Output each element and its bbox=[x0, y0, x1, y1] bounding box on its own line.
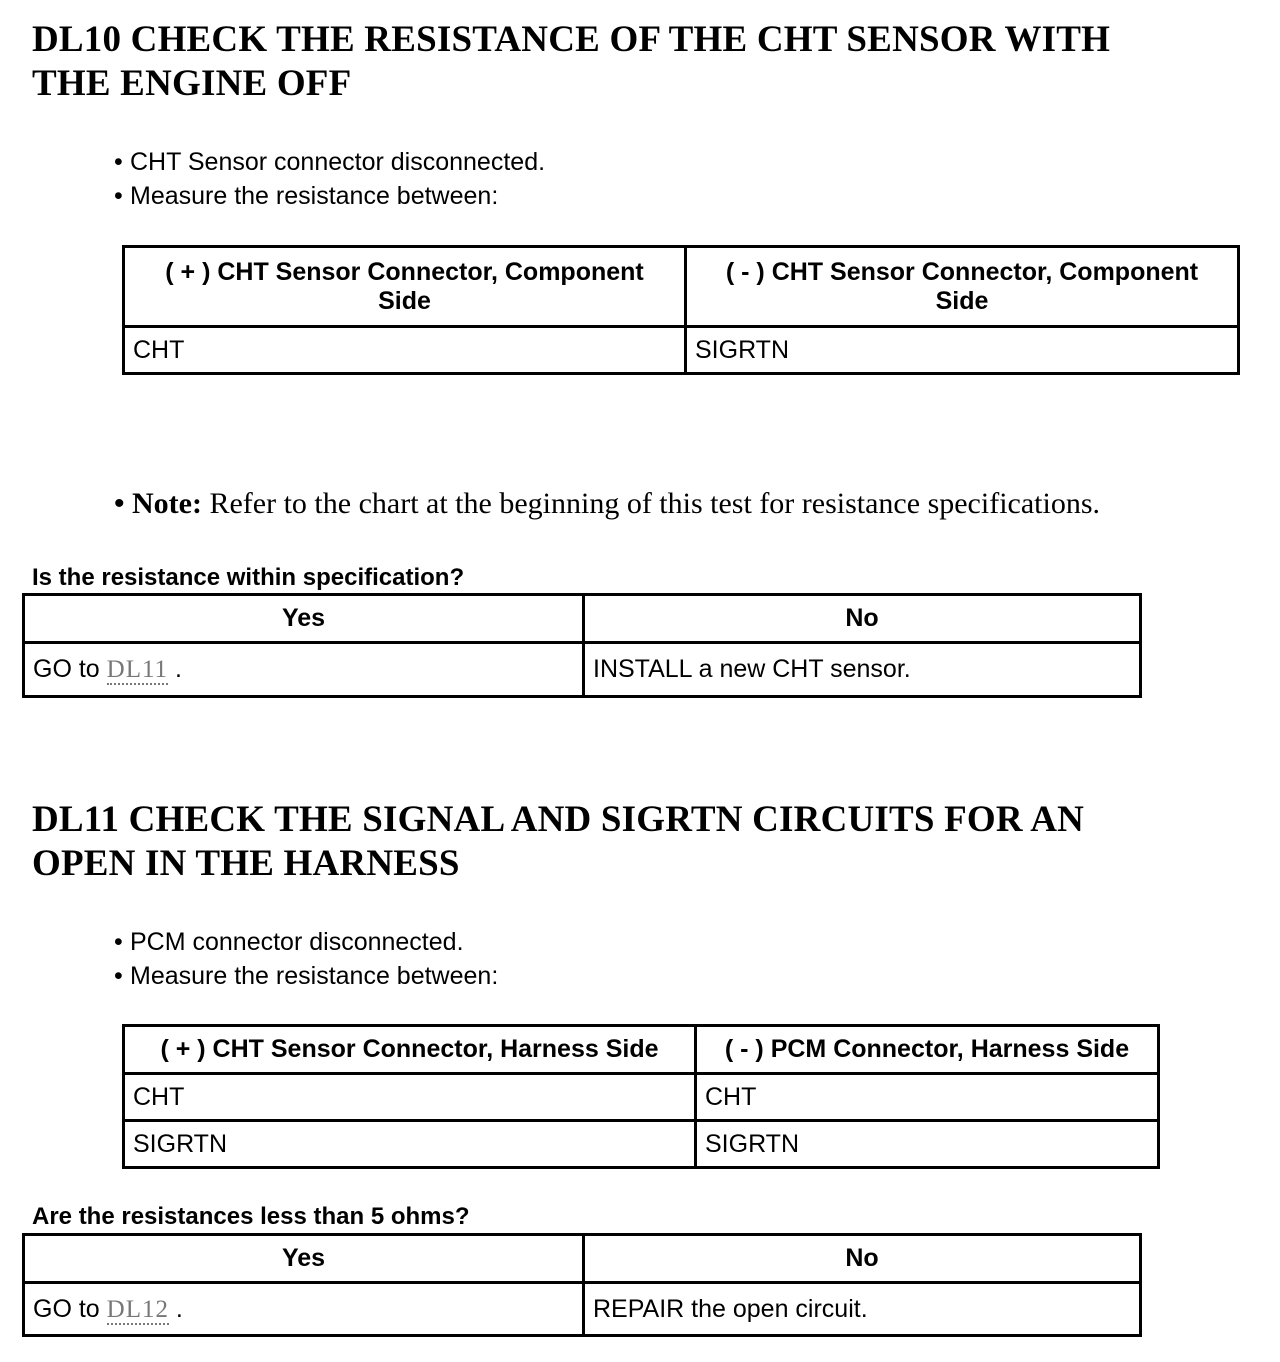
dl10-question: Is the resistance within specification? bbox=[32, 564, 465, 591]
yes-header: Yes bbox=[24, 595, 584, 643]
bullet-icon: • bbox=[114, 487, 125, 520]
list-item: • Measure the resistance between: bbox=[114, 959, 498, 993]
dl11-measure-table bbox=[122, 1024, 1160, 1169]
bullet-icon: • bbox=[114, 962, 123, 990]
note-label: Note: bbox=[132, 487, 202, 520]
table-row bbox=[124, 1074, 1159, 1121]
dl10-answer-table bbox=[22, 593, 1142, 698]
dl11-bullet-list bbox=[114, 925, 498, 993]
table-cell: SIGRTN bbox=[124, 1121, 696, 1168]
table-header: ( + ) CHT Sensor Connector, Harness Side bbox=[124, 1026, 696, 1074]
table-row bbox=[124, 1121, 1159, 1168]
bullet-icon: • bbox=[114, 148, 123, 176]
list-item: • PCM connector disconnected. bbox=[114, 925, 498, 959]
dl11-title-line1: DL11 CHECK THE SIGNAL AND SIGRTN CIRCUITS FOR AN bbox=[32, 799, 1085, 840]
no-header: No bbox=[584, 1235, 1141, 1283]
yes-cell: GO to DL12 . bbox=[24, 1283, 584, 1336]
table-cell: SIGRTN bbox=[686, 327, 1239, 374]
dl11-title-line2: OPEN IN THE HARNESS bbox=[32, 843, 460, 884]
dl11-heading bbox=[32, 798, 1084, 886]
table-row bbox=[124, 327, 1239, 374]
dl11-link[interactable]: DL11 bbox=[106, 656, 169, 683]
note-text: Refer to the chart at the beginning of this test for resistance specifications. bbox=[209, 487, 1101, 520]
table-cell: SIGRTN bbox=[696, 1121, 1159, 1168]
no-cell: INSTALL a new CHT sensor. bbox=[584, 643, 1141, 697]
dl11-question: Are the resistances less than 5 ohms? bbox=[32, 1203, 470, 1230]
dl10-title-line1: DL10 CHECK THE RESISTANCE OF THE CHT SENSOR WITH bbox=[32, 19, 1111, 60]
dl11-answer-table bbox=[22, 1233, 1142, 1337]
table-header: ( + ) CHT Sensor Connector, Component Side bbox=[124, 247, 686, 327]
table-cell: CHT bbox=[124, 327, 686, 374]
bullet-icon: • bbox=[114, 928, 123, 956]
dl10-heading bbox=[32, 18, 1110, 106]
table-row bbox=[24, 643, 1141, 697]
yes-header: Yes bbox=[24, 1235, 584, 1283]
table-header: ( - ) PCM Connector, Harness Side bbox=[696, 1026, 1159, 1074]
no-cell: REPAIR the open circuit. bbox=[584, 1283, 1141, 1336]
dl10-title-line2: THE ENGINE OFF bbox=[32, 63, 352, 104]
table-row bbox=[24, 1283, 1141, 1336]
dl12-link[interactable]: DL12 bbox=[106, 1295, 169, 1323]
table-header: ( - ) CHT Sensor Connector, Component Side bbox=[686, 247, 1239, 327]
no-header: No bbox=[584, 595, 1141, 643]
list-item: • Measure the resistance between: bbox=[114, 179, 545, 213]
list-item: • CHT Sensor connector disconnected. bbox=[114, 145, 545, 179]
bullet-icon: • bbox=[114, 182, 123, 210]
dl10-measure-table bbox=[122, 245, 1240, 375]
yes-cell: GO to DL11 . bbox=[24, 643, 584, 697]
table-cell: CHT bbox=[124, 1074, 696, 1121]
table-cell: CHT bbox=[696, 1074, 1159, 1121]
dl10-note bbox=[114, 486, 1100, 522]
dl10-bullet-list bbox=[114, 145, 545, 213]
